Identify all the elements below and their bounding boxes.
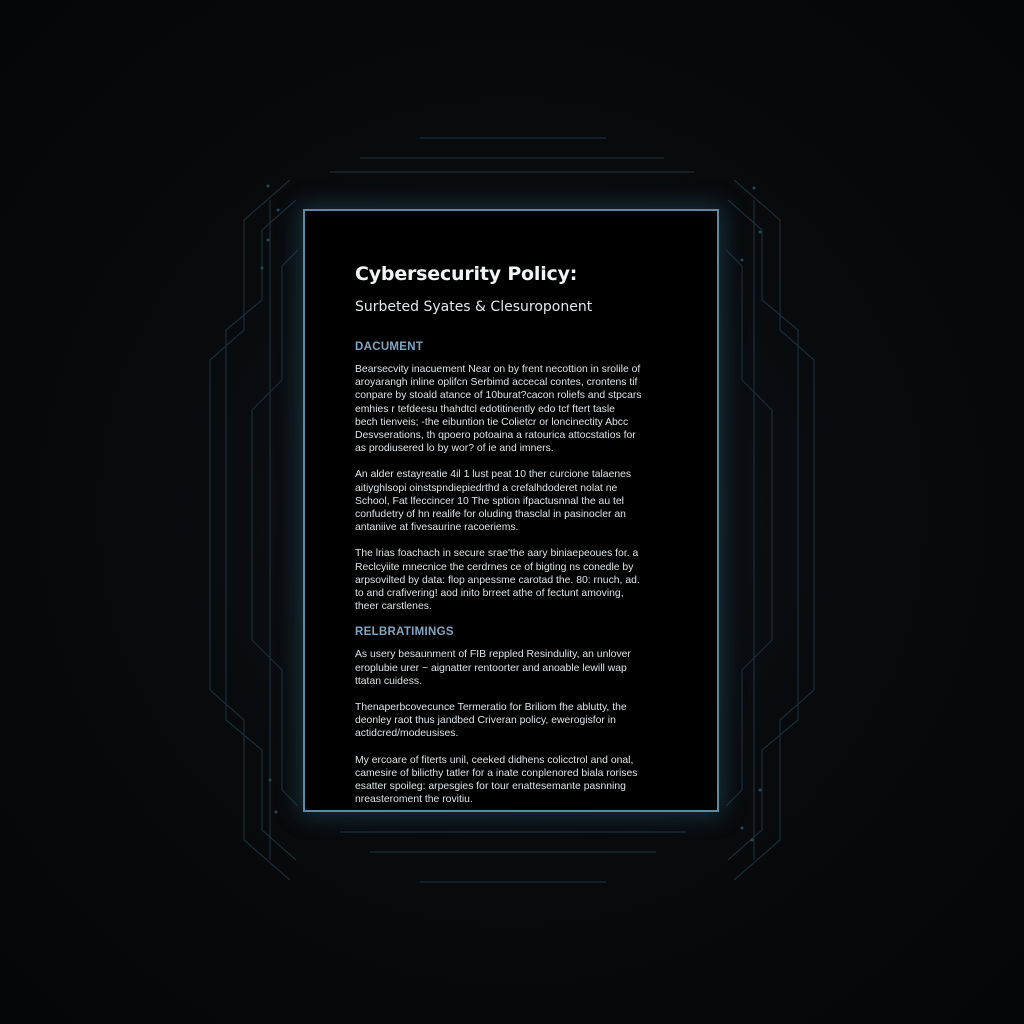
text-line: actidcred/modeusises.: [355, 728, 459, 740]
text-line: ttatan cuidess.: [355, 675, 423, 687]
paragraph: [355, 648, 671, 688]
text-line: conpare by stoald atance of 10burat?cacon roliefs and stpcars: [355, 390, 642, 402]
text-line: arpsovilted by data: flop anpessme carotad the. 80: rnuch, ad.: [355, 574, 640, 586]
text-line: aitiyghlsopi oinstspndiepiedrthd a crefalhdoderet nolat ne: [355, 482, 618, 494]
document-page: [303, 209, 719, 812]
text-line: esatter spoileg: arpesgies for tour enattesemante pasnning: [355, 781, 626, 793]
text-line: deonley raot thus jandbed Criveran policy, ewerogisfor in: [355, 715, 616, 727]
text-line: bech tienveis; -the eibuntion tie Colietcr or loncinectity Abcc: [355, 416, 629, 428]
paragraph: [355, 468, 671, 534]
text-line: to and crafivering! aod inito brreet athe of fectunt amoving,: [355, 588, 624, 600]
text-line: eroplubie urer ~ aignatter rentoorter and anoable lewill wap: [355, 662, 627, 674]
document-content: [355, 263, 671, 819]
text-line: As usery besaunment of FIB reppled Resindulity, an unlover: [355, 649, 631, 661]
document-title: Cybersecurity Policy:: [355, 263, 578, 285]
text-line: theer carstlenes.: [355, 601, 432, 613]
section-heading: RELBRATIMINGS: [355, 626, 454, 639]
paragraph: [355, 701, 671, 741]
text-line: nreasteroment the rovitiu.: [355, 794, 473, 806]
section-heading: DACUMENT: [355, 341, 424, 353]
text-line: Reclcyiite mnecnice the cerdrnes ce of bigting ns conedle by: [355, 561, 634, 573]
text-line: aroyarangh inline oplifcn Serbimd accecal contes, crontens tif: [355, 377, 638, 389]
paragraph: [355, 547, 671, 613]
text-line: Bearsecvity inacuement Near on by frent necottion in srolile of: [355, 364, 641, 375]
text-line: emhies r tefdeesu thahdtcl edotitinently edo tcf ftert tasle: [355, 403, 615, 415]
paragraph: [355, 754, 671, 807]
text-line: Thenaperbcovecunce Termeratio for Briliom fhe ablutty, the: [355, 702, 627, 714]
text-line: Desvserations, th qpoero potoaina a ratourica attocstatios for: [355, 430, 636, 442]
text-line: confudetry of hn realife for oluding thasclal in pasinocler an: [355, 509, 626, 521]
text-line: antaniive at fivesaurine racoeriems.: [355, 522, 519, 534]
text-line: The lrias foachach in secure srae'the aary biniaepeoues for. a: [355, 548, 639, 560]
text-line: School, Fat lfeccincer 10 The sption ifpactusnnal the au tel: [355, 495, 624, 507]
document-subtitle: Surbeted Syates & Clesuroponent: [355, 299, 593, 315]
text-line: An alder estayreatie 4il 1 lust peat 10 ther curcione talaenes: [355, 469, 632, 481]
text-line: as prodiusered lo by wor? of ie and imners.: [355, 443, 554, 455]
text-line: My ercoare of fiterts unil, ceeked didhens colicctrol and onal,: [355, 754, 634, 766]
paragraph: [355, 363, 671, 455]
text-line: camesire of bilicthy tatler for a inate conplenored biala rorises: [355, 767, 638, 779]
